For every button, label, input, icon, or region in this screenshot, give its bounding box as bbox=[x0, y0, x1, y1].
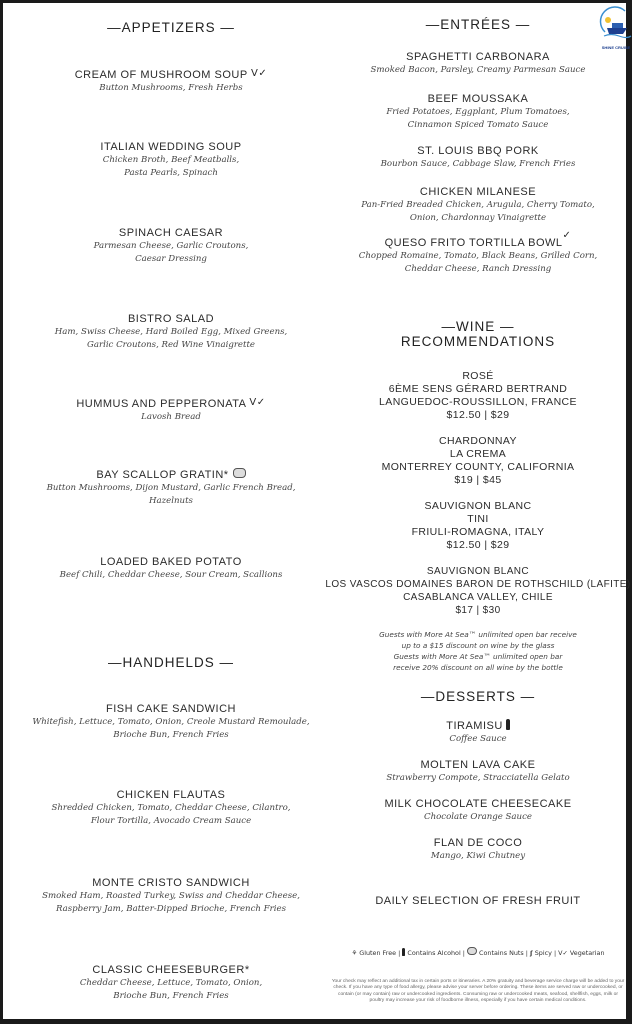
menu-item bbox=[3, 312, 339, 352]
wine-producer: LA CREMA bbox=[449, 448, 507, 460]
item-name: BISTRO SALAD bbox=[127, 313, 215, 325]
vegetarian-icon: V✓ bbox=[558, 949, 568, 957]
item-name: BAY SCALLOP GRATIN* bbox=[96, 469, 229, 481]
item-name: ST. LOUIS BBQ PORK bbox=[417, 145, 539, 157]
item-name: ITALIAN WEDDING SOUP bbox=[100, 141, 242, 153]
item-desc: Button Mushrooms, Dijon Mustard, Garlic French Bread, bbox=[46, 483, 296, 493]
item-name: FLAN DE COCO bbox=[433, 837, 523, 849]
item-name: MONTE CRISTO SANDWICH bbox=[92, 877, 250, 889]
wine-price: $12.50 | $29 bbox=[446, 409, 510, 421]
contains-nuts-icon bbox=[233, 468, 246, 478]
spicy-icon: ʃ bbox=[530, 949, 533, 957]
legend-contains-alcohol: Contains Alcohol bbox=[407, 949, 461, 957]
wine-varietal: ROSÉ bbox=[462, 370, 494, 382]
menu-item bbox=[3, 963, 339, 1003]
item-desc: Caesar Dressing bbox=[135, 254, 207, 264]
item-desc: Pan-Fried Breaded Chicken, Arugula, Cherry Tomato, bbox=[361, 200, 595, 210]
menu-item bbox=[3, 876, 339, 916]
item-desc: Raspberry Jam, Batter-Dipped Brioche, French Fries bbox=[55, 904, 286, 914]
item-desc: Onion, Chardonnay Vinaigrette bbox=[409, 213, 547, 223]
item-desc: Chocolate Orange Sauce bbox=[424, 812, 532, 822]
item-name: CLASSIC CHEESEBURGER* bbox=[92, 964, 250, 976]
wine-item bbox=[319, 565, 632, 617]
wine-varietal: CHARDONNAY bbox=[439, 435, 517, 447]
item-name: QUESO FRITO TORTILLA BOWL bbox=[384, 237, 563, 249]
menu-item bbox=[3, 702, 339, 742]
item-desc: Lavosh Bread bbox=[141, 412, 201, 422]
appetizers-heading: —APPETIZERS — bbox=[107, 20, 235, 35]
menu-item bbox=[3, 555, 339, 582]
item-desc: Coffee Sauce bbox=[449, 734, 507, 744]
handhelds-heading: —HANDHELDS — bbox=[107, 655, 235, 670]
wine-item bbox=[319, 435, 632, 487]
wine-producer: LOS VASCOS DOMAINES BARON DE ROTHSCHILD (LAFITE) bbox=[325, 579, 631, 590]
item-desc: Hazelnuts bbox=[149, 496, 193, 506]
item-desc: Bourbon Sauce, Cabbage Slaw, French Fries bbox=[380, 159, 576, 169]
vegetarian-icon: V✓ bbox=[251, 68, 268, 79]
menu-item bbox=[319, 797, 632, 824]
note-line: Guests with More At Sea™ unlimited open bar receive bbox=[379, 630, 577, 639]
item-desc: Cheddar Cheese, Lettuce, Tomato, Onion, bbox=[79, 978, 263, 988]
menu-item bbox=[3, 67, 339, 95]
wine-item bbox=[319, 370, 632, 422]
wine-price: $12.50 | $29 bbox=[446, 539, 510, 551]
menu-item bbox=[319, 50, 632, 77]
item-name: FISH CAKE SANDWICH bbox=[105, 703, 236, 715]
menu-item bbox=[319, 758, 632, 785]
menu-item bbox=[319, 836, 632, 863]
item-name: LOADED BAKED POTATO bbox=[100, 556, 242, 568]
vegetarian-icon: ✓ bbox=[562, 230, 572, 241]
menu-item bbox=[319, 92, 632, 132]
item-desc: Smoked Bacon, Parsley, Creamy Parmesan Sauce bbox=[370, 65, 586, 75]
note-line: Guests with More At Sea™ unlimited open bar bbox=[393, 652, 563, 661]
note-line: receive 20% discount on all wine by the bottle bbox=[393, 663, 563, 672]
item-desc: Smoked Ham, Roasted Turkey, Swiss and Cheddar Cheese, bbox=[42, 891, 300, 901]
menu-item bbox=[3, 788, 339, 828]
separator: | bbox=[398, 949, 401, 957]
wine-price: $17 | $30 bbox=[455, 605, 501, 616]
item-name: CREAM OF MUSHROOM SOUP bbox=[74, 69, 248, 81]
dietary-legend bbox=[319, 947, 632, 957]
wine-price: $19 | $45 bbox=[454, 474, 502, 486]
item-desc: Fried Potatoes, Eggplant, Plum Tomatoes, bbox=[386, 107, 570, 117]
separator: | bbox=[553, 949, 557, 957]
wine-region: MONTERREY COUNTY, CALIFORNIA bbox=[381, 461, 575, 473]
wine-region: CASABLANCA VALLEY, CHILE bbox=[403, 592, 553, 603]
item-desc: Garlic Croutons, Red Wine Vinaigrette bbox=[86, 340, 256, 350]
item-name: BEEF MOUSSAKA bbox=[427, 93, 529, 105]
item-desc: Brioche Bun, French Fries bbox=[113, 991, 229, 1001]
wine-producer: 6ÈME SENS GÉRARD BERTRAND bbox=[388, 383, 568, 395]
item-desc: Cheddar Cheese, Ranch Dressing bbox=[404, 264, 552, 274]
wine-producer: TINI bbox=[467, 513, 489, 525]
item-name: DAILY SELECTION OF FRESH FRUIT bbox=[375, 895, 581, 907]
legend-gluten-free: Gluten Free bbox=[359, 949, 397, 957]
contains-nuts-icon bbox=[467, 947, 477, 955]
item-desc: Mango, Kiwi Chutney bbox=[430, 851, 526, 861]
item-name: SPINACH CAESAR bbox=[118, 227, 224, 239]
wine-varietal: SAUVIGNON BLANC bbox=[426, 566, 530, 577]
item-name: CHICKEN FLAUTAS bbox=[116, 789, 226, 801]
item-name: MILK CHOCOLATE CHEESECAKE bbox=[384, 798, 572, 810]
separator: | bbox=[462, 949, 465, 957]
item-name: CHICKEN MILANESE bbox=[419, 186, 537, 198]
menu-item bbox=[319, 894, 632, 908]
menu-page bbox=[3, 3, 631, 1019]
item-desc: Ham, Swiss Cheese, Hard Boiled Egg, Mixed Greens, bbox=[54, 327, 288, 337]
wine-region: FRIULI-ROMAGNA, ITALY bbox=[411, 526, 545, 538]
wine-varietal: SAUVIGNON BLANC bbox=[424, 500, 532, 512]
item-desc: Beef Chili, Cheddar Cheese, Sour Cream, Scallions bbox=[59, 570, 283, 580]
item-desc: Chopped Romaine, Tomato, Black Beans, Grilled Corn, bbox=[358, 251, 598, 261]
menu-item bbox=[319, 185, 632, 225]
menu-item bbox=[3, 396, 339, 424]
menu-item bbox=[319, 229, 632, 276]
item-desc: Shredded Chicken, Tomato, Cheddar Cheese, Cilantro, bbox=[51, 803, 291, 813]
item-name: HUMMUS AND PEPPERONATA bbox=[76, 398, 246, 410]
vegetarian-icon: V✓ bbox=[249, 397, 266, 408]
gluten-free-icon: ⚘ bbox=[351, 949, 358, 957]
disclaimer-text: Your check may reflect an additional tax in certain ports or itineraries. A 20% gratuity and beverage service charge will be added to your check. If you have any type of food allergy, please advise your server before ordering. These items are served raw or undercooked, or contain (or may contain) raw or undercooked ingredients. Consuming raw or undercooked meats, seafood, shellfish, eggs, milk or poultry may increase your risk of foodborne illness, especially if you have certain medical conditions. bbox=[331, 979, 625, 1003]
item-desc: Chicken Broth, Beef Meatballs, bbox=[102, 155, 240, 165]
menu-item bbox=[3, 140, 339, 180]
menu-item bbox=[3, 468, 339, 508]
wine-item bbox=[319, 500, 632, 552]
item-desc: Brioche Bun, French Fries bbox=[113, 730, 229, 740]
legend-spicy: Spicy bbox=[534, 949, 552, 957]
item-desc: Flour Tortilla, Avocado Cream Sauce bbox=[90, 816, 252, 826]
separator: | bbox=[525, 949, 528, 957]
item-desc: Cinnamon Spiced Tomato Sauce bbox=[407, 120, 549, 130]
contains-alcohol-icon bbox=[402, 948, 405, 956]
menu-item bbox=[319, 144, 632, 171]
item-name: TIRAMISU bbox=[446, 720, 503, 732]
desserts-heading: —DESSERTS — bbox=[420, 689, 536, 704]
item-desc: Parmesan Cheese, Garlic Croutons, bbox=[93, 241, 249, 251]
logo-text: SHINE CRUISE bbox=[601, 45, 631, 50]
item-name: MOLTEN LAVA CAKE bbox=[420, 759, 536, 771]
item-name: SPAGHETTI CARBONARA bbox=[406, 51, 550, 63]
legend-vegetarian: Vegetarian bbox=[569, 949, 605, 957]
entrees-heading: —ENTRÉES — bbox=[425, 17, 531, 32]
item-desc: Whitefish, Lettuce, Tomato, Onion, Creole Mustard Remoulade, bbox=[32, 717, 310, 727]
wine-region: LANGUEDOC-ROUSSILLON, FRANCE bbox=[379, 396, 577, 408]
note-line: up to a $15 discount on wine by the glass bbox=[401, 641, 555, 650]
item-desc: Strawberry Compote, Stracciatella Gelato bbox=[386, 773, 570, 783]
item-desc: Button Mushrooms, Fresh Herbs bbox=[99, 83, 243, 93]
contains-alcohol-icon bbox=[506, 719, 510, 730]
wine-heading bbox=[319, 319, 632, 349]
legend-contains-nuts: Contains Nuts bbox=[479, 949, 524, 957]
wine-discount-note bbox=[319, 629, 632, 673]
wine-heading-line1: —WINE — bbox=[441, 319, 515, 334]
item-desc: Pasta Pearls, Spinach bbox=[124, 168, 218, 178]
menu-item bbox=[3, 226, 339, 266]
menu-item bbox=[319, 719, 632, 746]
wine-heading-line2: RECOMMENDATIONS bbox=[400, 334, 556, 349]
